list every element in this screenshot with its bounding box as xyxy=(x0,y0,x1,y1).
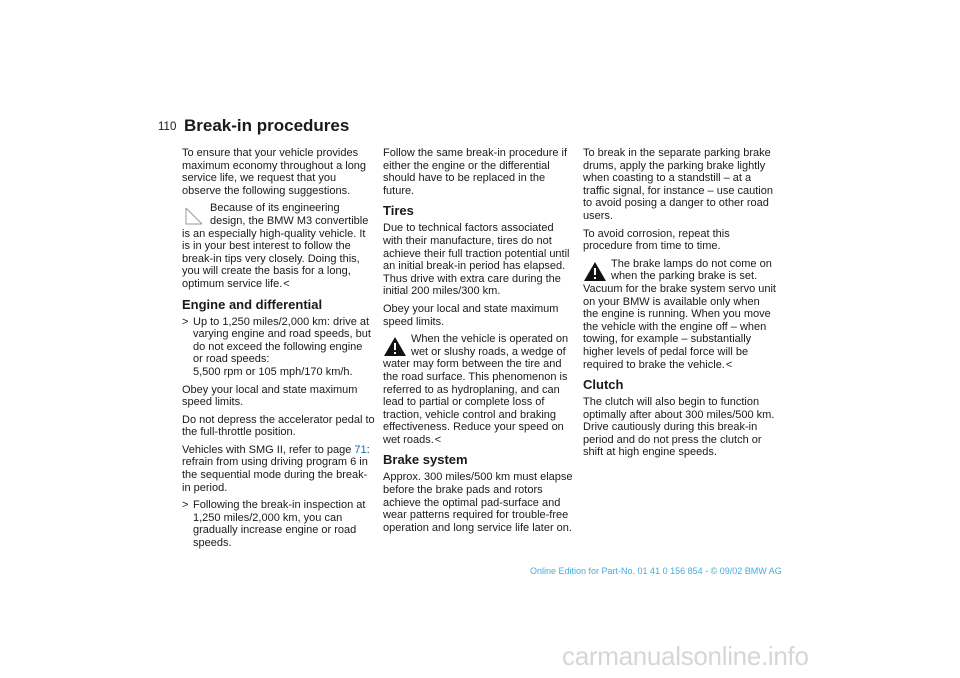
warning-text: When the vehicle is operated on wet or slushy roads, a wedge of water may form between the tire and the road surface. This phenomenon is referred to as hydroplaning, and can lead to partial or complete loss of traction, vehicle control and braking effectiveness. Reduce your speed on wet roads. xyxy=(383,333,569,446)
warning-icon xyxy=(383,335,407,357)
tires-paragraph: Due to technical factors associated with their manufacture, tires do not achieve their full traction potential until an initial break-in period has elapsed. Thus drive with extra care during the initial 200 miles/300 km. xyxy=(383,222,570,298)
brake-paragraph: Approx. 300 miles/500 km must elapse before the brake pads and rotors achieve the optimal pad-surface and wear patterns required for trouble-free operation and long service life later on. xyxy=(383,471,573,534)
note-block xyxy=(182,202,375,290)
heading-tires: Tires xyxy=(383,203,414,219)
heading-clutch: Clutch xyxy=(583,377,624,393)
column-2 xyxy=(383,147,576,539)
bullet-text: Up to 1,250 miles/2,000 km: drive at varying engine and road speeds, but do not exceed the following engine or road speeds: xyxy=(193,315,371,366)
page-link[interactable]: 71 xyxy=(354,443,367,456)
parking-brake-paragraph: To break in the separate parking brake drums, apply the parking brake lightly when coasting to a standstill – at a traffic signal, for instance – use caution to avoid posing a danger to other road users. xyxy=(583,147,773,222)
column-1 xyxy=(182,147,375,555)
smg-paragraph xyxy=(182,444,375,494)
page-number: 110 xyxy=(158,121,177,133)
note-text: Because of its engineering design, the BMW M3 convertible is an especially high-quality vehicle. It is in your best interest to follow the break-in tips very closely. Doing this, you will create the basis for a long, optimum service life. xyxy=(182,202,369,290)
warning-icon xyxy=(583,260,607,282)
end-mark: < xyxy=(725,358,733,371)
bullet-item xyxy=(182,316,375,379)
end-mark: < xyxy=(283,277,290,290)
clutch-paragraph: The clutch will also begin to function optimally after about 300 miles/500 km. Drive cautiously during this break-in period and do not press the clutch or shift at high engine speeds. xyxy=(583,396,775,459)
column-3 xyxy=(583,147,776,464)
intro-paragraph: To ensure that your vehicle provides maximum economy throughout a long service life, we request that you observe the following suggestions. xyxy=(182,147,367,197)
speed-limits-paragraph: Obey your local and state maximum speed limits. xyxy=(383,302,559,328)
bullet-item xyxy=(182,499,375,549)
watermark: carmanualsonline.info xyxy=(562,641,809,671)
warning-block xyxy=(583,258,776,371)
warning-text: The brake lamps do not come on when the parking brake is set. Vacuum for the brake system servo unit on your BMW is available only when the engine is running. When you move the vehicle with the engine off – when towing, for example – substantially higher levels of pedal force will be required to brake the vehicle. xyxy=(583,257,776,371)
speed-limits-paragraph: Obey your local and state maximum speed limits. xyxy=(182,383,358,409)
bullet-marker: > xyxy=(182,315,189,328)
heading-brake-system: Brake system xyxy=(383,452,468,468)
bullet-marker: > xyxy=(182,499,189,512)
full-throttle-paragraph: Do not depress the accelerator pedal to the full-throttle position. xyxy=(182,413,375,439)
smg-text-continued: : refrain from using driving program 6 in the sequential mode during the break-in period. xyxy=(182,443,370,494)
bullet-text: Following the break-in inspection at 1,250 miles/2,000 km, you can gradually increase engine or road speeds. xyxy=(193,499,366,550)
footer-edition: Online Edition for Part-No. 01 41 0 156 854 - © 09/02 BMW AG xyxy=(530,566,782,576)
note-icon xyxy=(182,204,206,226)
bullet-speed-limit: 5,500 rpm or 105 mph/170 km/h. xyxy=(193,365,353,378)
replacement-paragraph: Follow the same break-in procedure if either the engine or the differential should have to be replaced in the future. xyxy=(383,147,568,197)
warning-block xyxy=(383,333,576,446)
end-mark: < xyxy=(434,433,442,446)
page-title: Break-in procedures xyxy=(184,116,350,135)
corrosion-paragraph: To avoid corrosion, repeat this procedure from time to time. xyxy=(583,227,730,253)
smg-text: Vehicles with SMG II, refer to page xyxy=(182,443,355,456)
heading-engine-differential: Engine and differential xyxy=(182,296,323,312)
